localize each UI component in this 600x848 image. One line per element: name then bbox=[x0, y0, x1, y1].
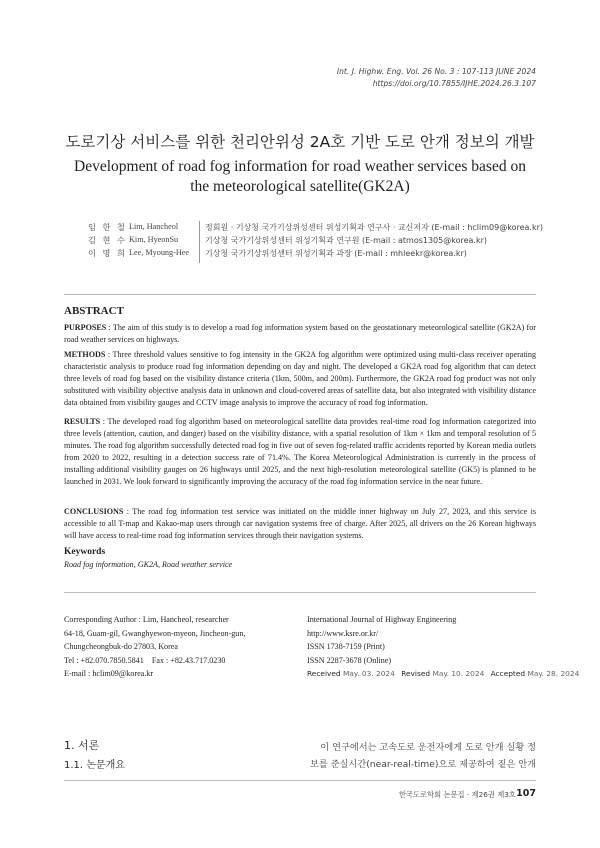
doi-link[interactable]: https://doi.org/10.7855/IJHE.2024.26.3.107 bbox=[372, 79, 536, 88]
accepted-date: May. 28. 2024 bbox=[527, 669, 580, 678]
abstract-heading: ABSTRACT bbox=[64, 305, 124, 317]
author-divider bbox=[199, 221, 200, 263]
author-2-name-ko: 김 현 수 bbox=[88, 235, 127, 245]
accepted-label: Accepted bbox=[490, 669, 526, 678]
address-line-1: 64-18, Guam-gil, Gwanghyewon-myeon, Jincheon-gun, bbox=[64, 628, 246, 638]
journal-name: International Journal of Highway Engineering bbox=[307, 615, 457, 624]
conclusions-text: : The road fog information test service was initiated on the middle inner highway on July 27, 2023, and this service is accessible to all T-map and Kakao-map users through car navigation systems free of charge. After 2025, all drivers on the 26 Korean highways will have access to real-time road fog information services through their navigation systems. bbox=[64, 507, 536, 541]
footer-rule bbox=[64, 780, 536, 781]
title-english-line2: the meteorological satellite(GK2A) bbox=[190, 178, 410, 195]
subsection-heading: 1.1. 논문개요 bbox=[64, 760, 125, 771]
abstract-purposes bbox=[64, 322, 536, 346]
corresponding-email[interactable]: E-mail : hclim09@korea.kr bbox=[64, 669, 154, 678]
issn-print: ISSN 1738-7159 (Print) bbox=[307, 642, 385, 651]
keywords-text: Road fog information, GK2A, Road weather service bbox=[64, 560, 233, 569]
title-english bbox=[0, 157, 600, 197]
body-text-line-2: 보를 준실시간(near-real-time)으로 제공하여 짙은 안개 bbox=[310, 759, 536, 770]
revised-date: May. 10. 2024 bbox=[432, 669, 485, 678]
revised-label: Revised bbox=[401, 669, 431, 678]
issn-online: ISSN 2287-3678 (Online) bbox=[307, 655, 392, 665]
author-1-affiliation: 정회원 · 기상청 국가기상위성센터 위성기획과 연구사 · 교신저자 (E-mail : hclim09@korea.kr) bbox=[205, 223, 543, 232]
author-3-affiliation: 기상청 국가기상위성센터 위성기획과 과장 (E-mail : mhleekr@korea.kr) bbox=[205, 249, 467, 258]
tel-fax: Tel : +82.070.7850.5841 Fax : +82.43.717.0230 bbox=[64, 655, 226, 665]
section-heading: 1. 서론 bbox=[64, 739, 100, 752]
address-line-2: Chungcheongbuk-do 27803, Korea bbox=[64, 642, 178, 651]
journal-url[interactable]: http://www.ksre.or.kr/ bbox=[307, 628, 379, 638]
abstract-conclusions bbox=[64, 506, 536, 542]
keywords-heading: Keywords bbox=[64, 547, 106, 557]
author-3-name-ko: 이 명 희 bbox=[88, 248, 127, 258]
corresponding-author: Corresponding Author : Lim, Hancheol, researcher bbox=[64, 615, 229, 624]
footer-journal-name: 한국도로학회 논문집 · 제26권 제3호 bbox=[398, 790, 516, 799]
author-1-name-en: Lim, Hancheol bbox=[129, 222, 179, 231]
author-3-name-en: Lee, Myoung-Hee bbox=[129, 248, 190, 257]
results-text: : The developed road fog algorithm based on meteorological satellite data provides real-time road fog information categorized into three levels (attention, caution, and danger) based on the visibility distance, with a spatial resolution of 1km × 1km and temporal resolution of 5 minutes. The road fog algorithm successfully detected road fog in five out of seven fog-related traffic accidents reported by Korean media outlets from 2020 to 2022, resulting in a detection success rate of 71.4%. The Korea Meteorological Administration is currently in the process of installing additional visibility gauges on 26 highways until 2025, and the next high-resolution meteorological satellite (GK5) is planned to be launched in 2031. We look forward to significantly improving the accuracy of the road fog information service in the near future. bbox=[64, 417, 536, 487]
methods-label: METHODS bbox=[64, 350, 106, 359]
body-text-line-1: 이 연구에서는 고속도로 운전자에게 도로 안개 실황 정 bbox=[320, 742, 536, 753]
results-label: RESULTS bbox=[64, 417, 101, 426]
received-date: May. 03. 2024 bbox=[343, 669, 395, 678]
abstract-top-rule bbox=[64, 294, 536, 295]
methods-text: : Three threshold values sensitive to fog intensity in the GK2A fog algorithm were optimized using multi-class receiver operating characteristic analysis to produce road fog information depending on day and night. The developed a GK2A road fog algorithm that can detect three levels of road fog based on the visibility distance criteria (1km, 500m, and 200m). Furthermore, the GK2A road fog product was not only substituted with visibility objective analysis data in unknown and cloud-covered areas of satellite data, but also integrated with visibility distance data obtained from visibility gauges and CCTV image analysis to improve the accuracy of road fog information. bbox=[64, 350, 536, 408]
journal-citation: Int. J. Highw. Eng. Vol. 26 No. 3 : 107-113 JUNE 2024 bbox=[336, 67, 536, 76]
abstract-results bbox=[64, 416, 536, 489]
purposes-text: : The aim of this study is to develop a road fog information system based on the geostationary meteorological satellite (GK2A) for road weather services on highways. bbox=[64, 323, 536, 345]
submission-dates bbox=[307, 667, 583, 681]
correspondence-block bbox=[64, 613, 245, 681]
purposes-label: PURPOSES bbox=[64, 323, 107, 332]
title-english-line1: Development of road fog information for road weather services based on bbox=[74, 158, 526, 175]
journal-info-block bbox=[307, 613, 583, 681]
author-1-name-ko: 임 한 철 bbox=[88, 222, 127, 232]
conclusions-label: CONCLUSIONS bbox=[64, 507, 124, 516]
author-2-name-en: Kim, HyeonSu bbox=[129, 235, 179, 244]
received-label: Received bbox=[307, 669, 341, 678]
abstract-methods bbox=[64, 349, 536, 409]
page-number: 107 bbox=[516, 788, 536, 799]
title-korean: 도로기상 서비스를 위한 천리안위성 2A호 기반 도로 안개 정보의 개발 bbox=[65, 133, 535, 151]
abstract-bottom-rule bbox=[64, 592, 536, 593]
author-2-affiliation: 기상청 국가기상위성센터 위성기획과 연구원 (E-mail : atmos1305@korea.kr) bbox=[205, 236, 488, 245]
